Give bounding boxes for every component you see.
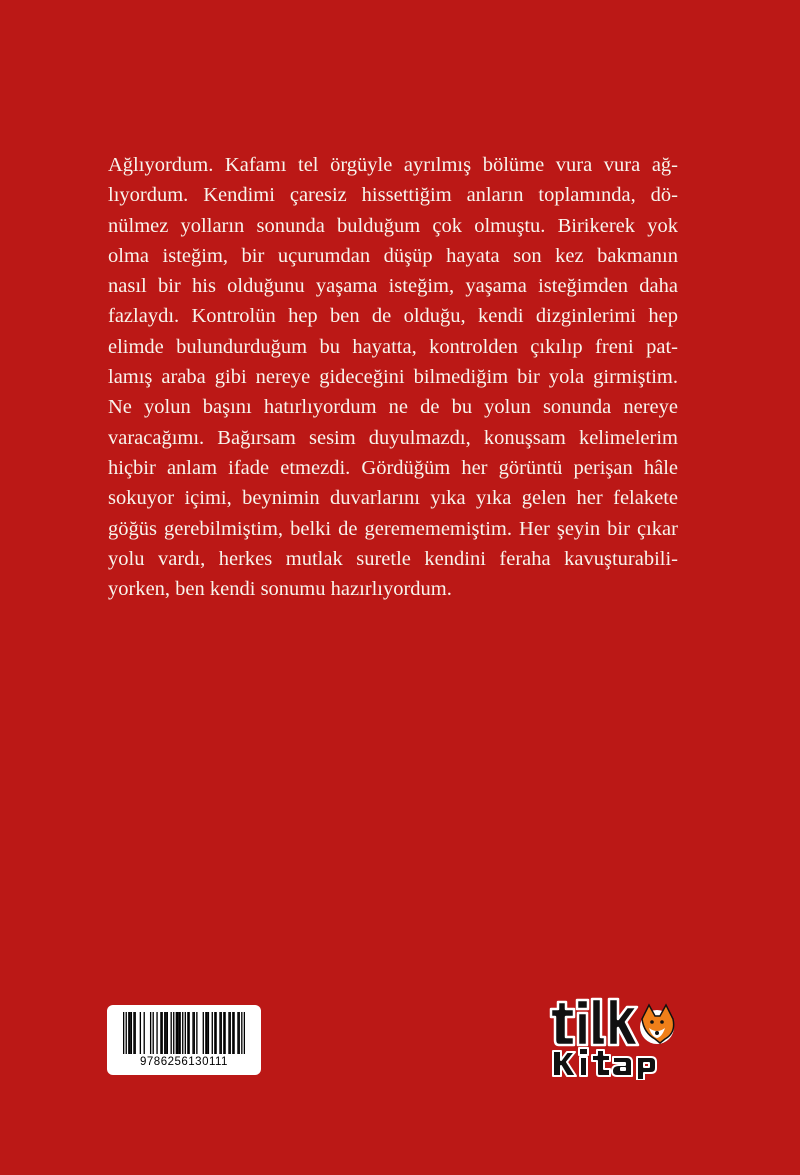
barcode-bar bbox=[212, 1012, 213, 1054]
barcode-bar bbox=[219, 1012, 220, 1054]
barcode-bar bbox=[221, 1012, 222, 1054]
barcode-bar bbox=[230, 1012, 231, 1054]
barcode-bar bbox=[196, 1012, 197, 1054]
blurb-line: göğüs gerebilmiştim, belki de geremememiştim. Her şeyin bir çıkar bbox=[108, 517, 678, 540]
blurb-line: nasıl bir his olduğunu yaşama isteğim, yaşama isteğimden daha bbox=[108, 275, 678, 298]
barcode-bar bbox=[188, 1012, 189, 1054]
barcode-bar bbox=[131, 1012, 132, 1054]
blurb-line: fazlaydı. Kontrolün hep ben de olduğu, kendi dizginlerimi hep bbox=[108, 305, 678, 328]
blurb-line: hiçbir anlam ifade etmezdi. Gördüğüm her görüntü perişan hâle bbox=[108, 456, 678, 479]
blurb-line: Ağlıyordum. Kafamı tel örgüyle ayrılmış bölüme vura vura ağ- bbox=[108, 154, 678, 176]
logo-wordmark-kitap bbox=[553, 1048, 656, 1080]
barcode-bar bbox=[129, 1012, 130, 1054]
barcode-bar bbox=[135, 1012, 136, 1054]
barcode-bar bbox=[239, 1012, 240, 1054]
publisher-logo bbox=[545, 995, 675, 1080]
barcode-bar bbox=[171, 1012, 172, 1054]
barcode-bar bbox=[165, 1012, 166, 1054]
blurb-line: yolu vardı, herkes mutlak suretle kendini feraha kavuşturabili- bbox=[108, 547, 678, 570]
blurb-line: sokuyor içimi, beynimin duvarlarını yıka yıka gelen her felakete bbox=[108, 487, 678, 510]
barcode-bar bbox=[192, 1012, 193, 1054]
blurb-line: Ne yolun başını hatırlıyordum ne de bu yolun sonunda nereye bbox=[108, 396, 678, 419]
blurb-line: elimde bulundurduğum bu hayatta, kontrolden çıkılıp freni pat- bbox=[108, 335, 678, 358]
barcode-bars bbox=[123, 1012, 245, 1054]
blurb-line: lamış araba gibi nereye gideceğini bilmediğim bir yola girmiştim. bbox=[108, 366, 678, 389]
fox-icon bbox=[640, 1005, 674, 1044]
barcode-bar bbox=[133, 1012, 134, 1054]
barcode-bar bbox=[123, 1012, 124, 1054]
barcode-bar bbox=[232, 1012, 233, 1054]
blurb-line: yorken, ben kendi sonumu hazırlıyordum. bbox=[108, 578, 452, 601]
barcode-bar bbox=[144, 1012, 145, 1054]
barcode-bar bbox=[150, 1012, 151, 1054]
barcode-bar bbox=[214, 1012, 215, 1054]
barcode-bar bbox=[182, 1012, 183, 1054]
barcode-bar bbox=[223, 1012, 224, 1054]
barcode-bar bbox=[203, 1012, 204, 1054]
barcode-bar bbox=[126, 1012, 127, 1054]
isbn-number: 9786256130111 bbox=[140, 1056, 228, 1068]
barcode-bar bbox=[177, 1012, 178, 1054]
barcode-bar bbox=[180, 1012, 181, 1054]
barcode-bar bbox=[178, 1012, 179, 1054]
barcode-bar bbox=[244, 1012, 245, 1054]
barcode-bar bbox=[176, 1012, 177, 1054]
barcode-bar bbox=[164, 1012, 165, 1054]
barcode-bar bbox=[162, 1012, 163, 1054]
barcode-bar bbox=[173, 1012, 174, 1054]
barcode-bar bbox=[206, 1012, 207, 1054]
barcode-bar bbox=[187, 1012, 188, 1054]
barcode-bar bbox=[228, 1012, 229, 1054]
barcode-bar bbox=[241, 1012, 242, 1054]
blurb-line: lıyordum. Kendimi çaresiz hissettiğim anların toplamında, dö- bbox=[108, 184, 678, 207]
barcode-bar bbox=[194, 1012, 195, 1054]
blurb-line: nülmez yolların sonunda bulduğum çok olmuştu. Birikerek yok bbox=[108, 214, 678, 237]
barcode-bar bbox=[185, 1012, 186, 1054]
barcode-bar bbox=[167, 1012, 168, 1054]
barcode-bar bbox=[205, 1012, 206, 1054]
barcode-bar bbox=[224, 1012, 225, 1054]
blurb-text bbox=[108, 150, 678, 604]
barcode-bar bbox=[233, 1012, 234, 1054]
blurb-line: varacağımı. Bağırsam sesim duyulmazdı, konuşsam kelimelerim bbox=[108, 426, 678, 449]
barcode-bar bbox=[156, 1012, 157, 1054]
barcode-bar bbox=[215, 1012, 216, 1054]
isbn-barcode bbox=[107, 1005, 261, 1075]
barcode-bar bbox=[237, 1012, 238, 1054]
barcode-bar bbox=[153, 1012, 154, 1054]
barcode-bar bbox=[160, 1012, 161, 1054]
blurb-line: olma isteğim, bir uçurumdan düşüp hayata son kez bakmanın bbox=[108, 244, 678, 267]
barcode-bar bbox=[128, 1012, 129, 1054]
barcode-bar bbox=[208, 1012, 209, 1054]
logo-wordmark-tilk bbox=[551, 999, 638, 1045]
barcode-bar bbox=[140, 1012, 141, 1054]
